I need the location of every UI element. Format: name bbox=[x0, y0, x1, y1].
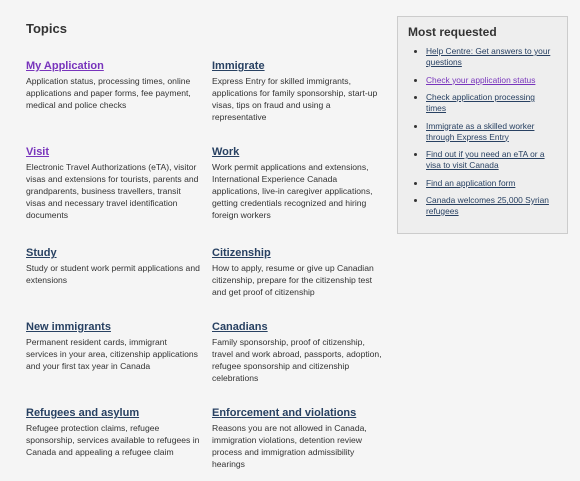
topic-new-immigrants bbox=[26, 317, 200, 372]
topic-citizenship bbox=[212, 243, 384, 298]
topics-heading: Topics bbox=[26, 21, 67, 36]
application-form-link[interactable]: Find an application form bbox=[426, 177, 516, 188]
topic-description: Permanent resident cards, immigrant services in your area, citizenship applications and your first tax year in Canada bbox=[26, 337, 198, 371]
help-centre-link[interactable]: Help Centre: Get answers to your questions bbox=[426, 46, 551, 67]
topic-description: Reasons you are not allowed in Canada, immigration violations, detention review process and immigration admissibility hearings bbox=[212, 423, 367, 469]
topic-enforcement bbox=[212, 403, 384, 470]
topic-description: Application status, processing times, online applications and paper forms, fee payment, medical and police checks bbox=[26, 76, 191, 110]
topic-work bbox=[212, 142, 384, 221]
most-requested-heading: Most requested bbox=[408, 25, 497, 39]
most-requested-item bbox=[426, 149, 557, 171]
topic-description: Study or student work permit applications and extensions bbox=[26, 263, 200, 285]
topic-description: Work permit applications and extensions, International Experience Canada applications, live-in caregiver applications, getting credentials recognized and hiring foreign workers bbox=[212, 162, 373, 220]
topic-immigrate bbox=[212, 56, 384, 123]
most-requested-item bbox=[426, 46, 557, 68]
topic-description: How to apply, resume or give up Canadian citizenship, prepare for the citizenship test and get proof of citizenship bbox=[212, 263, 374, 297]
syrian-refugees-link[interactable]: Canada welcomes 25,000 Syrian refugees bbox=[426, 195, 549, 216]
topic-link-immigrate[interactable]: Immigrate bbox=[212, 60, 265, 72]
topic-description: Express Entry for skilled immigrants, applications for family sponsorship, start-up visas, tips on fraud and using a representative bbox=[212, 76, 378, 122]
topic-link-canadians[interactable]: Canadians bbox=[212, 321, 268, 333]
express-entry-link[interactable]: Immigrate as a skilled worker through Express Entry bbox=[426, 120, 535, 142]
topic-study bbox=[26, 243, 200, 286]
topic-link-citizenship[interactable]: Citizenship bbox=[212, 247, 271, 259]
most-requested-item bbox=[426, 195, 557, 217]
topic-my-application bbox=[26, 56, 200, 111]
topic-link-enforcement[interactable]: Enforcement and violations bbox=[212, 407, 357, 419]
topic-link-work[interactable]: Work bbox=[212, 146, 240, 158]
most-requested-item bbox=[426, 178, 557, 189]
check-application-status-link[interactable]: Check your application status bbox=[426, 74, 536, 85]
topic-link-study[interactable]: Study bbox=[26, 247, 57, 259]
most-requested-item bbox=[426, 121, 557, 143]
topic-visit bbox=[26, 142, 200, 221]
topic-description: Refugee protection claims, refugee sponsorship, services available to refugees in Canada and appealing a refugee claim bbox=[26, 423, 200, 457]
processing-times-link[interactable]: Check application processing times bbox=[426, 92, 535, 113]
topic-description: Electronic Travel Authorizations (eTA), visitor visas and extensions for tourists, parents and grandparents, business travellers, transit visas and necessary travel identification documents bbox=[26, 162, 199, 220]
topic-link-refugees[interactable]: Refugees and asylum bbox=[26, 407, 140, 419]
most-requested-item bbox=[426, 92, 557, 114]
most-requested-panel bbox=[397, 16, 568, 234]
topic-link-visit[interactable]: Visit bbox=[26, 146, 50, 158]
topic-link-new-immigrants[interactable]: New immigrants bbox=[26, 321, 111, 333]
topic-refugees bbox=[26, 403, 200, 458]
eta-visa-link[interactable]: Find out if you need an eTA or a visa to visit Canada bbox=[426, 149, 545, 170]
topic-link-my-application[interactable]: My Application bbox=[26, 60, 104, 72]
topic-description: Family sponsorship, proof of citizenship, travel and work abroad, passports, adoption, refugee sponsorship and citizenship celebrations bbox=[212, 337, 382, 383]
topic-canadians bbox=[212, 317, 384, 384]
most-requested-item bbox=[426, 75, 557, 86]
most-requested-list bbox=[408, 46, 557, 217]
